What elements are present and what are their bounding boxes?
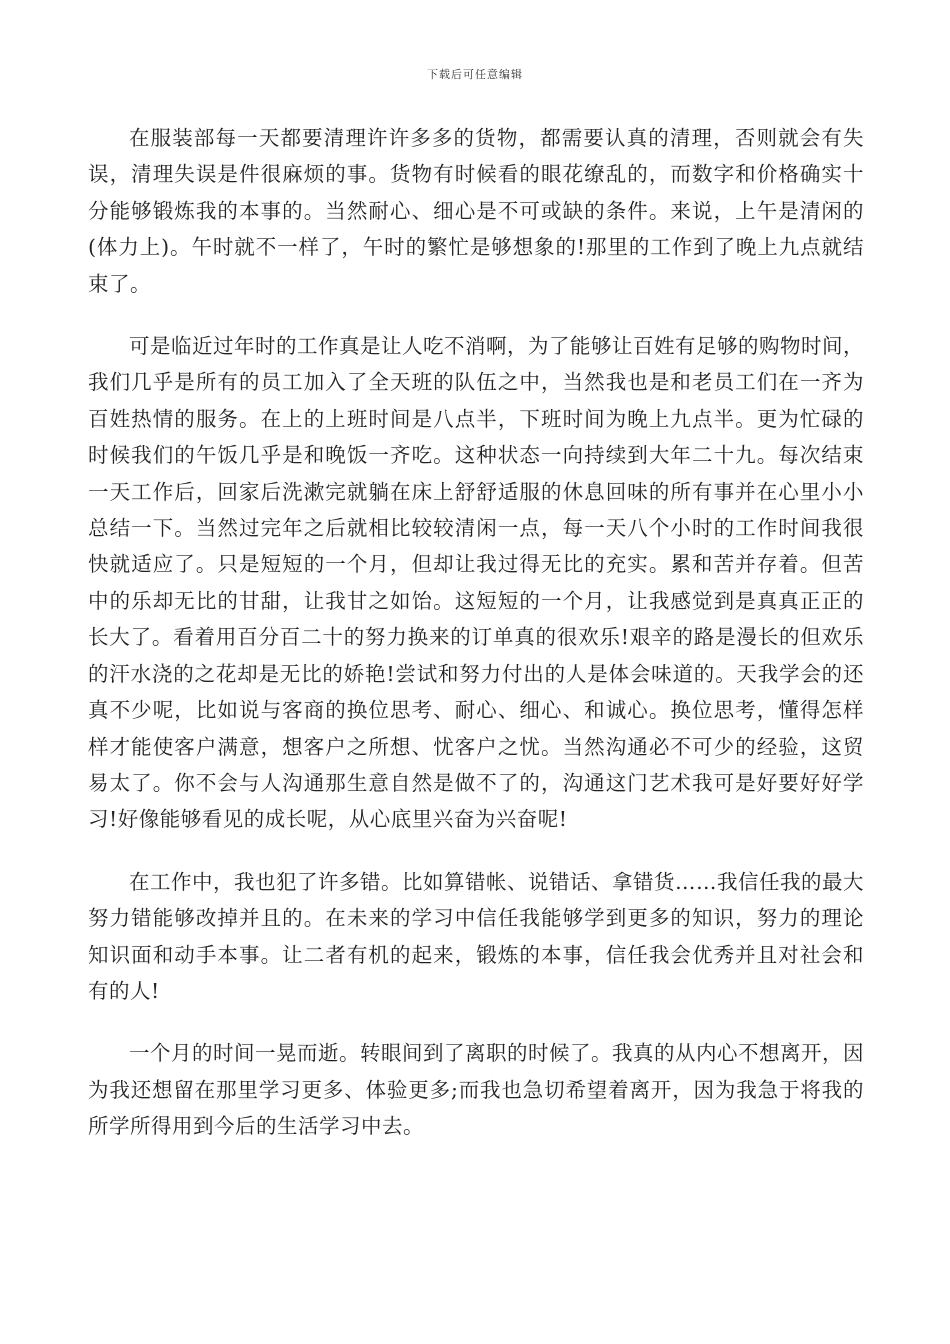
paragraph-4: 一个月的时间一晃而逝。转眼间到了离职的时候了。我真的从内心不想离开，因为我还想留在那里学习更多、体验更多;而我也急切希望着离开，因为我急于将我的所学所得用到今后的生活学习中去。 bbox=[88, 1041, 864, 1139]
page-header: 下载后可任意编辑 bbox=[427, 68, 523, 81]
paragraph-2: 可是临近过年时的工作真是让人吃不消啊，为了能够让百姓有足够的购物时间，我们几乎是所有的员工加入了全天班的队伍之中，当然我也是和老员工们在一齐为百姓热情的服务。在上的上班时间是八点半，下班时间为晚上九点半。更为忙碌的时候我们的午饭几乎是和晚饭一齐吃。这种状态一向持续到大年二十九。每次结束一天工作后，回家后洗漱完就躺在床上舒舒适服的休息回味的所有事并在心里小小总结一下。当然过完年之后就相比较较清闲一点，每一天八个小时的工作时间我很快就适应了。只是短短的一个月，但却让我过得无比的充实。累和苦并存着。但苦中的乐却无比的甘甜，让我甘之如饴。这短短的一个月，让我感觉到是真真正正的长大了。看着用百分百二十的努力换来的订单真的很欢乐!艰辛的路是漫长的但欢乐的汗水浇的之花却是无比的娇艳!尝试和努力付出的人是体会味道的。天我学会的还真不少呢，比如说与客商的换位思考、耐心、细心、和诚心。换位思考，懂得怎样样才能使客户满意，想客户之所想、忧客户之忧。当然沟通必不可少的经验，这贸易太了。你不会与人沟通那生意自然是做不了的，沟通这门艺术我可是好要好好学习!好像能够看见的成长呢，从心底里兴奋为兴奋呢! bbox=[88, 334, 864, 832]
paragraph-1: 在服装部每一天都要清理许许多多的货物，都需要认真的清理，否则就会有失误，清理失误是件很麻烦的事。货物有时候看的眼花缭乱的，而数字和价格确实十分能够锻炼我的本事的。当然耐心、细心是不可或缺的条件。来说，上午是清闲的(体力上)。午时就不一样了，午时的繁忙是够想象的!那里的工作到了晚上九点就结束了。 bbox=[88, 126, 864, 296]
document-body bbox=[88, 120, 864, 1171]
paragraph-3: 在工作中，我也犯了许多错。比如算错帐、说错话、拿错货……我信任我的最大努力错能够改掉并且的。在未来的学习中信任我能够学到更多的知识，努力的理论知识面和动手本事。让二者有机的起来，锻炼的本事，信任我会优秀并且对社会和有的人! bbox=[88, 869, 864, 1003]
